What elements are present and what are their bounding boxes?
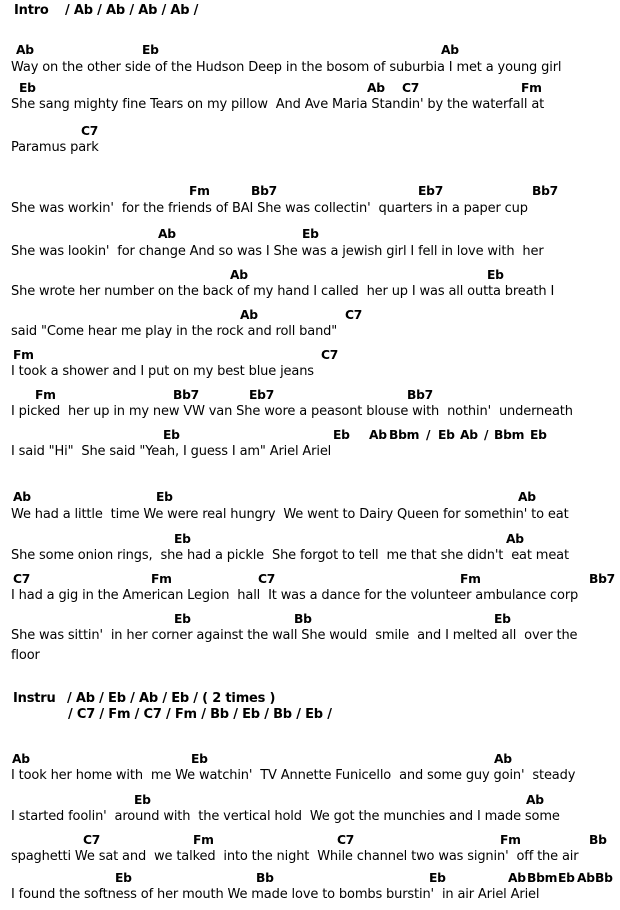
- chord-symbol: Fm: [189, 184, 210, 198]
- chord-symbol: Eb7: [249, 388, 275, 402]
- lyric-text: floor: [11, 648, 40, 663]
- chord-symbol: Ab: [369, 428, 387, 442]
- chord-symbol: Ab: [518, 490, 536, 504]
- chord-symbol: Fm: [151, 572, 172, 586]
- lyric-text: I picked her up in my new VW van She wore a peasont blouse with nothin' underneath: [11, 404, 573, 419]
- chord-symbol: Bb7: [407, 388, 433, 402]
- chord-symbol: /: [426, 428, 431, 442]
- section-label: Instru: [13, 691, 56, 706]
- chord-symbol: Eb: [174, 532, 191, 546]
- chord-symbol: Ab: [441, 43, 459, 57]
- chord-symbol: Fm: [193, 833, 214, 847]
- chord-symbol: /: [484, 428, 489, 442]
- chord-symbol: Fm: [13, 348, 34, 362]
- chord-symbol: Fm: [500, 833, 521, 847]
- chord-symbol: Bb7: [173, 388, 199, 402]
- chord-symbol: Ab: [16, 43, 34, 57]
- chord-symbol: C7: [402, 81, 420, 95]
- chord-symbol: Eb: [19, 81, 36, 95]
- chord-symbol: Eb: [438, 428, 455, 442]
- chord-symbol: Bbm: [389, 428, 420, 442]
- lyric-text: said "Come hear me play in the rock and roll band": [11, 324, 338, 339]
- chord-symbol: Ab: [12, 752, 30, 766]
- chord-symbol: Ab: [230, 268, 248, 282]
- chord-symbol: Eb: [156, 490, 173, 504]
- chord-symbol: C7: [83, 833, 101, 847]
- section-label: / Ab / Ab / Ab / Ab /: [65, 3, 199, 18]
- chord-symbol: Ab: [240, 308, 258, 322]
- chord-symbol: Bb7: [251, 184, 277, 198]
- chord-symbol: C7: [81, 124, 99, 138]
- section-label: / C7 / Fm / C7 / Fm / Bb / Eb / Bb / Eb /: [68, 707, 332, 722]
- chord-symbol: Ab: [494, 752, 512, 766]
- chord-symbol: Ab: [506, 532, 524, 546]
- chord-symbol: C7: [258, 572, 276, 586]
- chord-symbol: Eb: [494, 612, 511, 626]
- lyric-text: She was sittin' in her corner against the wall She would smile and I melted all over the: [11, 628, 578, 643]
- chord-symbol: Fm: [521, 81, 542, 95]
- chord-symbol: Eb: [429, 871, 446, 885]
- section-label: Intro: [14, 3, 49, 18]
- section-label: / Ab / Eb / Ab / Eb / ( 2 times ): [67, 691, 276, 706]
- chord-symbol: Eb: [134, 793, 151, 807]
- chord-symbol: Bb: [294, 612, 312, 626]
- chord-symbol: Eb: [142, 43, 159, 57]
- chord-symbol: Eb: [530, 428, 547, 442]
- lyric-text: Paramus park: [11, 140, 99, 155]
- lyric-text: She was workin' for the friends of BAI She was collectin' quarters in a paper cup: [11, 201, 528, 216]
- chord-symbol: Eb: [558, 871, 575, 885]
- chord-symbol: Eb: [163, 428, 180, 442]
- chord-symbol: Ab: [508, 871, 526, 885]
- chord-symbol: Fm: [35, 388, 56, 402]
- lyric-text: I took a shower and I put on my best blue jeans: [11, 364, 314, 379]
- chord-symbol: Bb7: [589, 572, 615, 586]
- lyric-text: I took her home with me We watchin' TV Annette Funicello and some guy goin' steady: [11, 768, 576, 783]
- lyric-text: She was lookin' for change And so was I She was a jewish girl I fell in love with her: [11, 244, 544, 259]
- chord-symbol: Fm: [460, 572, 481, 586]
- chord-symbol: Bb: [595, 871, 613, 885]
- chord-symbol: Ab: [460, 428, 478, 442]
- chord-symbol: Eb: [487, 268, 504, 282]
- lyric-text: She some onion rings, she had a pickle She forgot to tell me that she didn't eat meat: [11, 548, 569, 563]
- lyric-text: spaghetti We sat and we talked into the night While channel two was signin' off the air: [11, 849, 579, 864]
- lyric-text: She sang mighty fine Tears on my pillow And Ave Maria Standin' by the waterfall at: [11, 97, 545, 112]
- chord-symbol: Ab: [13, 490, 31, 504]
- chord-symbol: Ab: [526, 793, 544, 807]
- chord-symbol: Bbm: [527, 871, 558, 885]
- lyric-text: I had a gig in the American Legion hall It was a dance for the volunteer ambulance corp: [11, 588, 579, 603]
- chord-symbol: Eb: [302, 227, 319, 241]
- chord-symbol: Ab: [367, 81, 385, 95]
- lyric-text: Way on the other side of the Hudson Deep in the bosom of suburbia I met a young girl: [11, 60, 562, 75]
- chord-symbol: Bb: [256, 871, 274, 885]
- chord-symbol: Eb7: [418, 184, 444, 198]
- chord-symbol: C7: [321, 348, 339, 362]
- chord-symbol: Ab: [577, 871, 595, 885]
- chord-symbol: Eb: [333, 428, 350, 442]
- lyric-text: I found the softness of her mouth We made love to bombs burstin' in air Ariel Ariel: [11, 887, 540, 902]
- chord-symbol: C7: [345, 308, 363, 322]
- chord-symbol: C7: [13, 572, 31, 586]
- chord-symbol: Bb: [589, 833, 607, 847]
- lyric-text: I said "Hi" She said "Yeah, I guess I am" Ariel Ariel: [11, 444, 332, 459]
- lyric-text: We had a little time We were real hungry We went to Dairy Queen for somethin' to eat: [11, 507, 569, 522]
- chord-symbol: Bb7: [532, 184, 558, 198]
- lyric-text: She wrote her number on the back of my hand I called her up I was all outta breath I: [11, 284, 555, 299]
- chord-symbol: Eb: [115, 871, 132, 885]
- chord-symbol: Bbm: [494, 428, 525, 442]
- chord-symbol: Eb: [174, 612, 191, 626]
- chord-symbol: Ab: [158, 227, 176, 241]
- chord-symbol: C7: [337, 833, 355, 847]
- chord-symbol: Eb: [191, 752, 208, 766]
- lyric-text: I started foolin' around with the vertical hold We got the munchies and I made some: [11, 809, 560, 824]
